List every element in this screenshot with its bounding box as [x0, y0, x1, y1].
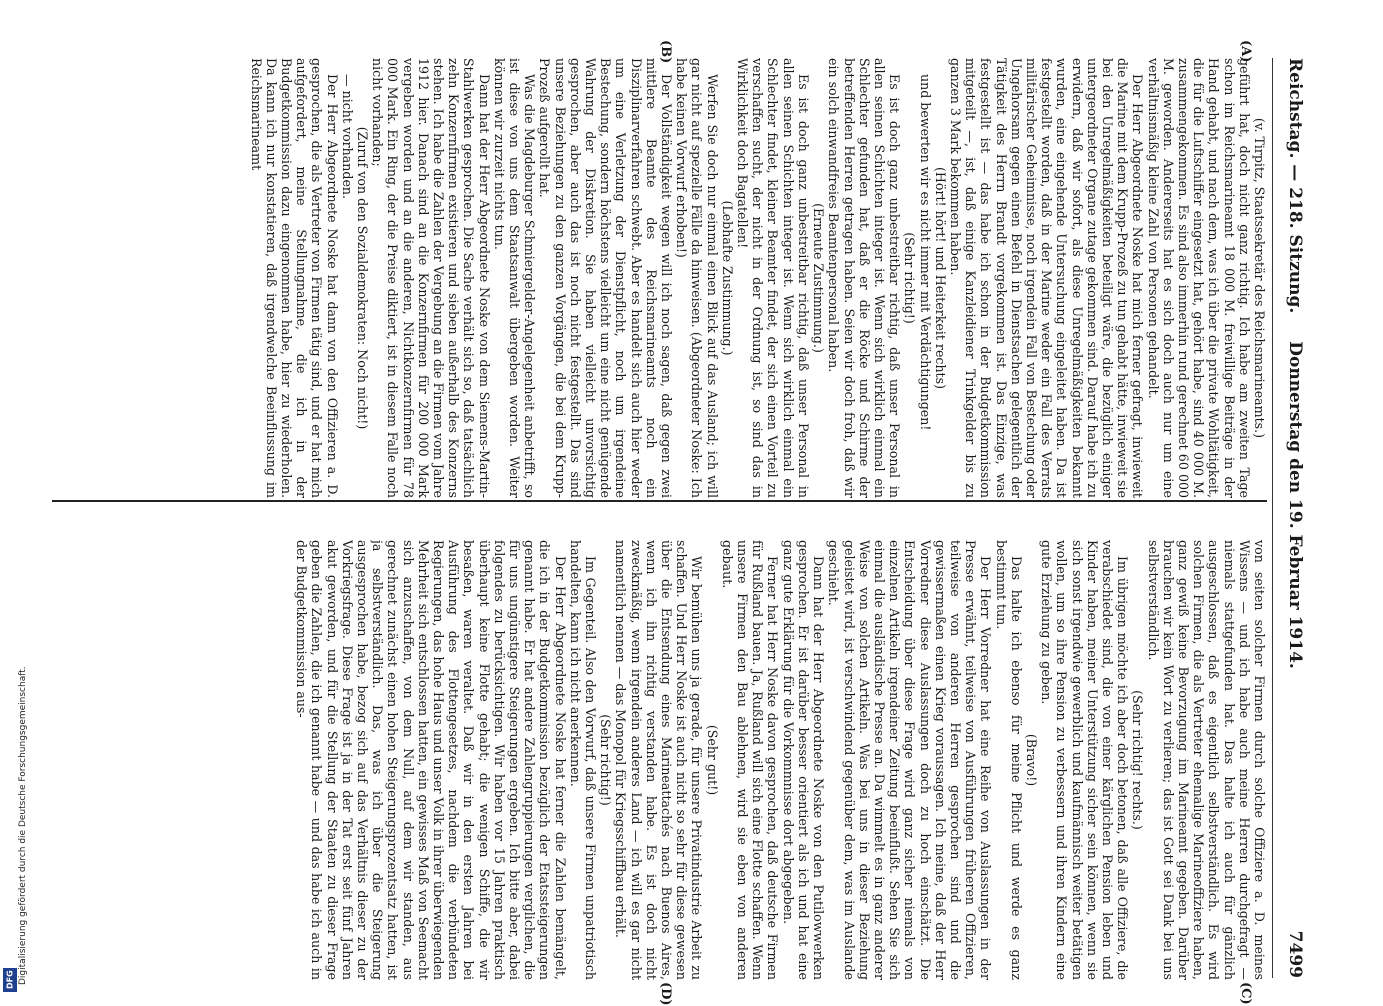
left-column	[47, 58, 1267, 498]
rotated-page	[45, 0, 1323, 1006]
column-divider	[52, 500, 1267, 502]
paragraph: geführt hat, doch nicht ganz richtig. Ich habe am zweiten Tage schon im Reichsmarineamt 18 000 M. freiwillige Beiträge in der Hand gehabt, und nach dem, was ich über die private Wohltätigkeit, die für die Luftschiffer eingesetzt hat, gehört habe, sind 40 000 M. zusammengekommen. Es sind also immerhin rund gerechnet 60 000 M. geworden. Andererseits hat es sich doch auch nur um eine verhältnismäßig kleine Zahl von Personen gehandelt.	[1145, 58, 1252, 498]
paragraph: (Zuruf von den Sozialdemokraten: Noch nicht!)	[355, 126, 371, 430]
paragraph: (Sehr richtig!)	[598, 714, 614, 806]
margin-mark-c: (C)	[1238, 982, 1253, 1005]
paragraph: und bewerten wir es nicht immer mit Verdächtigungen!	[917, 74, 933, 431]
paragraph: von seiten solcher Firmen durch solche Offiziere a. D. meines Wissens — und ich habe auch meine Herren durchgefragt — niemals stattgefunden hat. Das halte ich auch für gänzlich ausgeschlossen, daß es eigentlich selbstverständlich. Es wird solchen Firmen, die als Vertreter ehemalige Marineoffiziere haben, ganz gewiß keine Bevorzugung im Marineamt gegeben. Darüber brauchen wir kein Wort zu verlieren; das ist Gott sei Dank bei uns selbstverständlich.	[1145, 540, 1267, 980]
paragraph: (Sehr richtig!)	[902, 232, 918, 324]
right-column	[47, 540, 1267, 980]
paragraph: Wir bemühen uns ja gerade, für unsere Privatindustrie Arbeit zu schaffen. Und Herr Noske ist auch nicht so sehr für diese gewesen über die Entsendung eines Marineattachés nach Buenos Aires, wenn ich ihn richtig verstanden habe. Es ist doch nicht zweckmäßig, wenn irgendein anderes Land — ich will es gar nicht namentlich nennen — das Monopol für Kriegsschiffbau erhält.	[613, 540, 705, 980]
header-right	[1285, 341, 1305, 978]
page-header	[1275, 58, 1305, 978]
paragraph: Dann hat der Herr Abgeordnete Noske von dem Siemens-Martin-Stahlwerken gesprochen. Die Sache verhält sich so, daß tatsächlich zehn Konzernfirmen existieren und sieben außerhalb des Konzerns stehen. Ich habe die Zahlen der Vergebung an die Firmen vom Jahre 1912 hier. Danach sind an die Konzernfirmen für 200 000 Mark vergeben worden und an die anderen, Nichtkonzernfirmen für 78 000 Mark. Ein Ring, der die Preise diktiert, ist in diesem Falle noch nicht vorhanden;	[370, 58, 492, 498]
paragraph: Es ist doch ganz unbestreitbar richtig, daß unser Personal in allen seinen Schichten integer ist. Wenn sich wirklich einmal ein Schlechter gefunden hat, daß er die Röcke und Schirme der betreffenden Herren getragen haben. Seien wir doch froh, daß wir ein solch einwandfreies Beamtenpersonal haben.	[826, 58, 903, 498]
paragraph: Der Herr Vorredner hat eine Reihe von Auslassungen in der Presse erwähnt, teilweise von Ausführungen früheren Offizieren, teilweise von anderen Herren gesprochen sind und die gewissermaßen einen Krieg voraussagen. Ich meine, daß der Herr Vorredner diese Auslassungen doch zu hoch einschätzt. Die Entscheidung über diese Frage wird ganz sicher niemals von einzelnen Artikeln irgendeiner Zeitung beeinflußt. Sehen Sie sich einmal die ausländische Presse an. Da wimmelt es in ganz anderer Weise von solchen Artikeln. Was bei uns in dieser Beziehung geleistet wird, ist verschwindend gegenüber dem, was im Auslande geschieht.	[826, 540, 994, 980]
paragraph: Der Vollständigkeit wegen will ich noch sagen, daß gegen zwei mittlere Beamte des Reichsmarineamts noch ein Disziplinarverfahren schwebt. Aber es handelt sich auch hier weder um eine Verletzung der Dienstpflicht, noch um irgendeine Bestechung, sondern höchstens vielleicht um eine nicht genügende Wahrung der Diskretion. Sie haben vielleicht unvorsichtig gesprochen, aber auch das ist noch nicht festgestellt. Das sind unsere Beziehungen zu den ganzen Vorgängen, die bei dem Krupp-Prozeß aufgerollt hat.	[537, 58, 675, 498]
paragraph: Der Herr Abgeordnete Noske hat mich ferner gefragt, inwieweit die Marine mit dem Krupp-Prozeß zu tun gehabt hätte, inwieweit sie bei den Unregelmäßigkeiten beteiligt wäre, die bezüglich einiger untergeordneter Organe zutage gekommen sind. Darauf habe ich zu erwidern, daß wir sofort, als diese Unregelmäßigkeiten bekannt wurden, eine eingehende Untersuchung eingeleitet haben. Da ist festgestellt worden, daß in der Marine weder ein Fall des Verrats militärischer Geheimnisse, noch irgendein Fall von Bestechung oder Ungehorsam gegen einen Befehl in Dienstsachen gelegentlich der Tätigkeit des Herrn Brandt vorgekommen ist. Das Einzige, was festgestellt ist — das habe ich schon in der Budgetkommission mitgeteilt —, ist, daß einige Kanzleidiener Trinkgelder bis zu ganzen 3 Mark bekommen haben.	[947, 58, 1146, 498]
margin-mark-a: (A)	[1238, 40, 1253, 63]
margin-mark-b: (B)	[658, 40, 673, 64]
paragraph: Der Herr Abgeordnete Noske hat dann von den Offizieren a. D. gesprochen, die als Vertreter von Firmen tätig sind, und er hat mich aufgefordert, meine Stellungnahme, die ich in der Budgetkommission dazu eingenommen habe, hier zu wiederholen. Da kann ich nur konstatieren, daß irgendwelche Beeinflussung im Reichsmarineamt	[248, 58, 340, 498]
margin-mark-d: (D)	[658, 982, 673, 1006]
paragraph: Es ist doch ganz unbestreitbar richtig, daß unser Personal in allen seinen Schichten integer ist. Wenn sich wirklich einmal ein Schlechter findet, kleiner Beamter findet, der sich einen Vorteil zu verschaffen sucht, der nicht in der Ordnung ist, so sind das in Wirklichkeit doch Bagatellen!	[735, 58, 811, 498]
paragraph: Der Herr Abgeordnete Noske hat ferner die Zahlen bemängelt, die ich in der Budgetkommission bezüglich der Etatssteigerungen genannt habe. Er hat andere Zahlengruppierungen verglichen, die für uns ungünstigere Steigerungen ergeben. Ich bitte aber, dabei folgendes zu berücksichtigen. Wir haben vor 15 Jahren praktisch überhaupt keine Flotte gehabt; die wenigen Schiffe, die wir besaßen, waren veraltet. Daß wir in den ersten Jahren bei Ausführung des Flottengesetzes, nachdem die verbündeten Regierungen, das hohe Haus und unser Volk in ihrer überwiegenden Mehrheit sich entschlossen hatten, ein gewisses Maß von Seemacht sich anzuschaffen, von dem Null, auf dem wir standen, aus gerechnet zunächst einen hohen Steigerungsprozentsatz hatten, ist ja selbstverständlich. Das, was ich über die Steigerung ausgesprochen habe, bezog sich auf das Verhältnis dieser zu der Vorkriegsfrage. Diese Frage ist ja in der Tat erst seit fünf Jahren akut geworden, und für die Stellung der Staaten zu dieser Frage geben die Zahlen, die ich genannt habe — und das habe ich auch in der Budgetkommission aus-	[294, 540, 568, 980]
page-number: 7499	[1285, 930, 1305, 978]
paragraph: Im Gegenteil. Also den Vorwurf, daß unsere Firmen unpatriotisch handelten, kann ich nicht anerkennen.	[567, 540, 599, 980]
paragraph: Werfen Sie doch nur einmal einen Blick auf das Ausland; ich will gar nicht auf spezielle Fälle da hinweisen. (Abgeordneter Noske: Ich habe keinen Vorwurf erhoben!)	[674, 58, 720, 498]
header-left: Reichstag. — 218. Sitzung.	[1285, 58, 1305, 314]
dfg-logo: DFG	[3, 968, 17, 992]
paragraph: (Lebhafte Zustimmung.)	[719, 200, 735, 356]
paragraph: Das halte ich ebenso für meine Pflicht und werde es ganz bestimmt tun.	[993, 540, 1024, 980]
paragraph: Dann hat der Herr Abgeordnete Noske von den Putilowwerken gesprochen. Er ist darüber besser orientiert als ich und hat eine ganz gute Erklärung für die Vorkommnisse dort abgegeben.	[780, 540, 827, 980]
paragraph: — nicht vorhanden.	[339, 74, 355, 200]
paragraph: (Erneute Zustimmung.)	[811, 203, 827, 353]
paragraph: Ferner hat Herr Noske davon gesprochen, daß deutsche Firmen für Rußland bauen. Ja, Rußland will sich eine Flotte schaffen. Wenn unsere Firmen den Bau ablehnen, wird sie eben von anderen gebaut.	[719, 540, 781, 980]
paragraph: (Sehr gut!)	[704, 724, 720, 796]
paragraph: Was die Magdeburger Schmiergelder-Angelegenheit anbetrifft, so ist diese von uns dem Staatsanwalt übergeben worden. Weiter können wir zurzeit nichts tun.	[491, 58, 538, 498]
footer-credit-text: Digitalisierung gefördert durch die Deutsche Forschungsgemeinschaft.	[18, 666, 28, 985]
header-rule	[1272, 58, 1273, 978]
header-date: Donnerstag den 19. Februar 1914.	[1285, 341, 1305, 669]
footer-credit	[0, 0, 28, 1000]
paragraph: Im übrigen möchte ich aber doch betonen, daß alle Offiziere, die verabschiedet sind, die von einer kärglichen Pension leben und Kinder haben, meiner Unterstützung sicher sein können, wenn sie sich sonst irgendwie gewerblich und kaufmännisch weiter betätigen wollen, um so ihre Pension zu verbessern und ihren Kindern eine gute Erziehung zu geben.	[1039, 540, 1131, 980]
paragraph: (Sehr richtig! rechts.)	[1130, 690, 1146, 830]
paragraph: (v. Tirpitz, Staatssekretär des Reichsmarineamts.)	[1252, 117, 1267, 439]
paragraph: (Bravo!)	[1023, 733, 1039, 787]
paragraph: (Hört! hört! und Heiterkeit rechts)	[932, 167, 948, 389]
